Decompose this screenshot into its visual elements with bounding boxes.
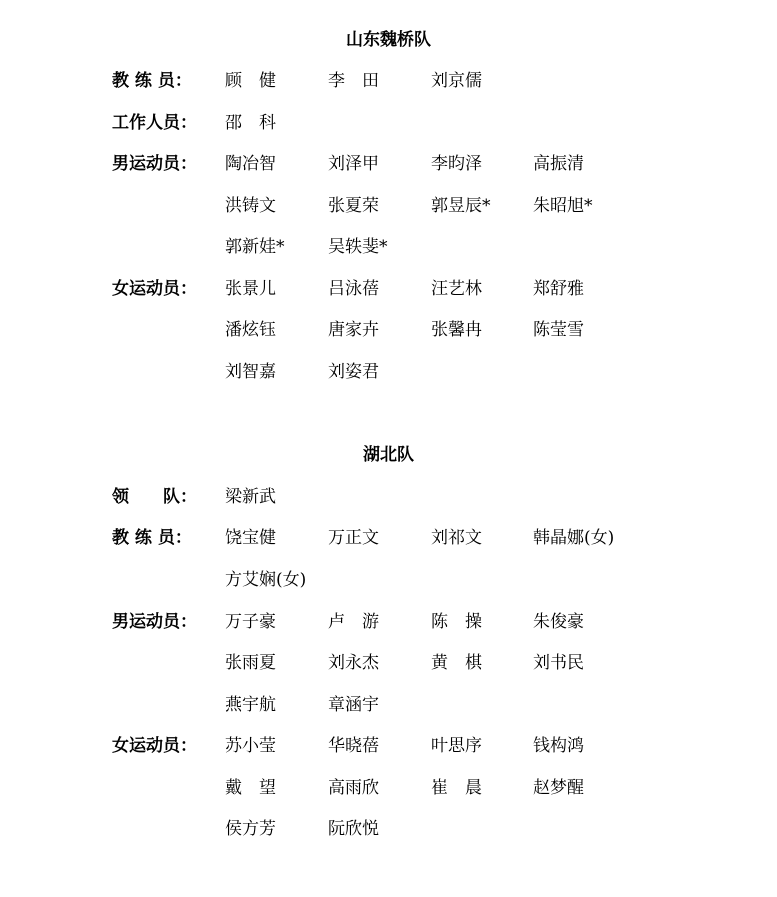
member-name: 刘书民 bbox=[533, 653, 584, 673]
roster-row-staff bbox=[0, 109, 777, 137]
member-name: 刘永杰 bbox=[328, 653, 379, 673]
member-name: 苏小莹 bbox=[225, 736, 276, 756]
roster-row-coaches bbox=[0, 67, 777, 95]
roster-row-female-athletes-cont bbox=[0, 815, 777, 843]
roster-row-team-leader bbox=[0, 483, 777, 511]
role-label: 女运动员： bbox=[112, 279, 197, 299]
roster-row-female-athletes bbox=[0, 732, 777, 760]
role-label: 工作人员： bbox=[112, 113, 197, 133]
member-name: 顾 健 bbox=[225, 71, 276, 91]
team-title-hubei: 湖北队 bbox=[363, 445, 414, 465]
member-name: 吕泳蓓 bbox=[328, 279, 379, 299]
member-name: 阮欣悦 bbox=[328, 819, 379, 839]
member-name: 邵 科 bbox=[225, 113, 276, 133]
member-name: 刘姿君 bbox=[328, 362, 379, 382]
member-name: 万正文 bbox=[328, 528, 379, 548]
member-name: 燕宇航 bbox=[225, 695, 276, 715]
member-name: 方艾娴(女) bbox=[225, 570, 307, 590]
role-label: 领 队： bbox=[112, 487, 197, 507]
member-name: 张夏荣 bbox=[328, 196, 379, 216]
role-label: 女运动员： bbox=[112, 736, 197, 756]
member-name: 万子豪 bbox=[225, 612, 276, 632]
member-name: 张景儿 bbox=[225, 279, 276, 299]
member-name: 李 田 bbox=[328, 71, 379, 91]
roster-row-male-athletes-cont bbox=[0, 691, 777, 719]
member-name: 李昀泽 bbox=[431, 154, 482, 174]
roster-row-coaches bbox=[0, 524, 777, 552]
member-name: 高雨欣 bbox=[328, 778, 379, 798]
member-name: 韩晶娜(女) bbox=[533, 528, 615, 548]
roster-row-male-athletes bbox=[0, 608, 777, 636]
member-name: 朱昭旭* bbox=[533, 196, 593, 216]
member-name: 洪铸文 bbox=[225, 196, 276, 216]
member-name: 唐家卉 bbox=[328, 320, 379, 340]
member-name: 陈 操 bbox=[431, 612, 482, 632]
member-name: 张雨夏 bbox=[225, 653, 276, 673]
member-name: 郑舒雅 bbox=[533, 279, 584, 299]
member-name: 戴 望 bbox=[225, 778, 276, 798]
member-name: 刘京儒 bbox=[431, 71, 482, 91]
role-label: 教 练 员： bbox=[112, 528, 192, 548]
member-name: 叶思序 bbox=[431, 736, 482, 756]
roster-row-female-athletes-cont bbox=[0, 316, 777, 344]
roster-row-male-athletes bbox=[0, 150, 777, 178]
member-name: 梁新武 bbox=[225, 487, 276, 507]
member-name: 高振清 bbox=[533, 154, 584, 174]
member-name: 朱俊豪 bbox=[533, 612, 584, 632]
member-name: 陈莹雪 bbox=[533, 320, 584, 340]
member-name: 卢 游 bbox=[328, 612, 379, 632]
roster-row-female-athletes bbox=[0, 275, 777, 303]
member-name: 张馨冉 bbox=[431, 320, 482, 340]
member-name: 潘炫钰 bbox=[225, 320, 276, 340]
role-label: 教 练 员： bbox=[112, 71, 192, 91]
roster-row-female-athletes-cont bbox=[0, 358, 777, 386]
roster-row-female-athletes-cont bbox=[0, 774, 777, 802]
member-name: 钱构鸿 bbox=[533, 736, 584, 756]
member-name: 饶宝健 bbox=[225, 528, 276, 548]
member-name: 华晓蓓 bbox=[328, 736, 379, 756]
member-name: 刘泽甲 bbox=[328, 154, 379, 174]
member-name: 陶冶智 bbox=[225, 154, 276, 174]
member-name: 刘智嘉 bbox=[225, 362, 276, 382]
member-name: 黄 棋 bbox=[431, 653, 482, 673]
role-label: 男运动员： bbox=[112, 154, 197, 174]
member-name: 郭昱辰* bbox=[431, 196, 491, 216]
roster-row-male-athletes-cont bbox=[0, 192, 777, 220]
roster-row-coaches-cont bbox=[0, 566, 777, 594]
roster-row-male-athletes-cont bbox=[0, 649, 777, 677]
team-title-shandong: 山东魏桥队 bbox=[346, 30, 431, 50]
roster-row-male-athletes-cont bbox=[0, 233, 777, 261]
member-name: 赵梦醒 bbox=[533, 778, 584, 798]
member-name: 郭新娃* bbox=[225, 237, 285, 257]
member-name: 吴轶斐* bbox=[328, 237, 388, 257]
role-label: 男运动员： bbox=[112, 612, 197, 632]
member-name: 章涵宇 bbox=[328, 695, 379, 715]
member-name: 刘祁文 bbox=[431, 528, 482, 548]
member-name: 汪艺林 bbox=[431, 279, 482, 299]
member-name: 崔 晨 bbox=[431, 778, 482, 798]
member-name: 侯方芳 bbox=[225, 819, 276, 839]
